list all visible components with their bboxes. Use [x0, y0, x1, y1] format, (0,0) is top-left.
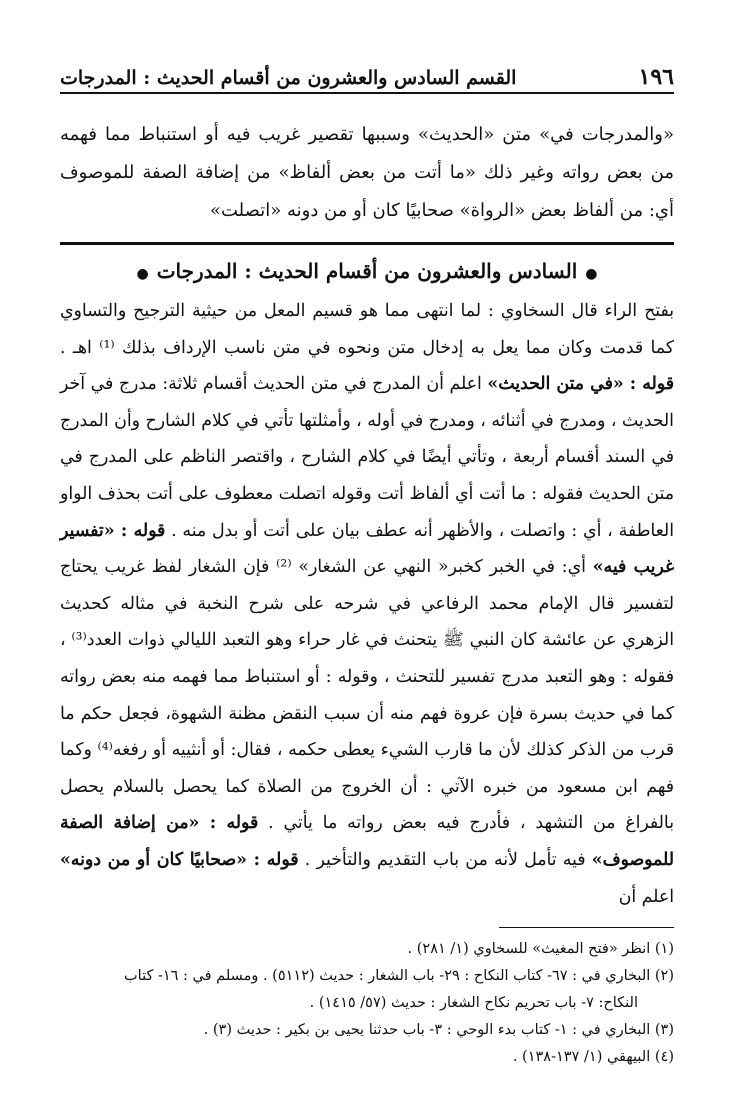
paragraph: [60, 293, 674, 915]
footnote: (٤) البيهقي (١/ ١٣٧-١٣٨) .: [512, 1049, 674, 1066]
text-run: اعلم أن: [618, 886, 674, 907]
footnote-continuation: النكاح: ٧- باب تحريم نكاح الشغار : حديث (٥٧/ ١٤١٥) .: [309, 995, 638, 1012]
commentary-lemma: قوله : «من إضافة الصفة للموصوف»: [60, 813, 674, 870]
text-run: أي: في الخبر كخبر« النهي عن الشغار» ⁽²⁾ فإن الشغار لفظ غريب يحتاج لتفسير قال الإمام محمد الرفاعي في شرحه على شرح النخبة في مثاله كحديث الزهري عن عائشة كان النبي ﷺ يتحنث في غار حراء وهو التعبد الليالي ذوات العدد⁽³⁾ ، فقوله : وهو التعبد مدرج تفسير للتحنث ، وقوله : أو استنباط مما فهمه منه بعض رواته كما في حديث بسرة فإن عروة فهم منه أن سبب النقض مظنة الشهوة، فجعل حكم ما قرب من الذكر كذلك لأن ما قارب الشيء يعطى حكمه ، فقال: أو أنثييه أو رفغه⁽⁴⁾ وكما فهم ابن مسعود من خبره الآتي : أن الخروج من الصلاة كما يحصل بالسلام يحصل بالفراغ من التشهد ، فأدرج فيه بعض رواته ما يأتي .: [60, 557, 675, 834]
section-heading: [60, 259, 674, 283]
footnote-separator: [499, 927, 674, 928]
footnote: (٢) البخاري في : ٦٧- كتاب النكاح : ٢٩- باب الشغار : حديث (٥١١٢) . ومسلم في : ١٦- كتاب: [124, 968, 674, 985]
book-page: [60, 52, 674, 1071]
footnotes: [60, 936, 674, 1071]
text-run: اعلم أن المدرج في متن الحديث أقسام ثلاثة: مدرج في آخر الحديث ، ومدرج في أثنائه ، ومدرج في أوله ، وأمثلتها تأتي في كلام الشارح وأن المدرج في السند أقسام أربعة ، وتأتي أيضًا في كلام الشارح ، واقتصر الناظم على المدرج في متن الحديث فقوله : ما أتت أي ألفاظ أتت وقوله اتصلت معطوف على أتت بحذف الواو العاطفة ، أي : واتصلت ، والأظهر أنه عطف بيان على أتت أو بدل منه .: [60, 374, 675, 541]
commentary-lemma: قوله : «تفسير غريب فيه»: [60, 520, 674, 578]
intro-paragraph: «والمدرجات في» متن «الحديث» وسببها تقصير غريب فيه أو استنباط مما فهمه من بعض رواته وغير ذلك «ما أتت من بعض ألفاظ» من إضافة الصفة للموصوف أي: من ألفاظ بعض «الرواة» صحابيًا كان أو من دونه «اتصلت»: [60, 124, 674, 221]
main-text: [60, 293, 674, 915]
footnote: (١) انظر «فتح المغيث» للسخاوي (١/ ٢٨١) .: [407, 941, 674, 958]
text-run: بفتح الراء قال السخاوي : لما انتهى مما هو قسيم المعل من حيثية الترجيح والتساوي كما قدمت وكان مما يعل به إدخال متن ونحوه في متن ناسب الإرداف بذلك ⁽¹⁾ اهـ .: [60, 301, 674, 358]
running-title: القسم السادس والعشرون من أقسام الحديث : المدرجات: [60, 67, 517, 89]
running-header: [60, 52, 674, 94]
section-title-text: السادس والعشرون من أقسام الحديث : المدرجات: [156, 259, 578, 283]
bullet-icon: ●: [136, 266, 149, 282]
section-divider: [60, 242, 674, 245]
bullet-icon: ●: [585, 266, 598, 282]
commentary-lemma: قوله : «صحابيًا كان أو من دونه»: [60, 849, 299, 870]
page-number: ١٩٦: [638, 64, 674, 90]
commentary-lemma: قوله : «في متن الحديث»: [487, 374, 674, 395]
text-run: فيه تأمل لأنه من باب التقديم والتأخير .: [304, 849, 586, 870]
footnote: (٣) البخاري في : ١- كتاب بدء الوحي : ٣- باب حدثنا يحيى بن بكير : حديث (٣) .: [203, 1022, 674, 1039]
